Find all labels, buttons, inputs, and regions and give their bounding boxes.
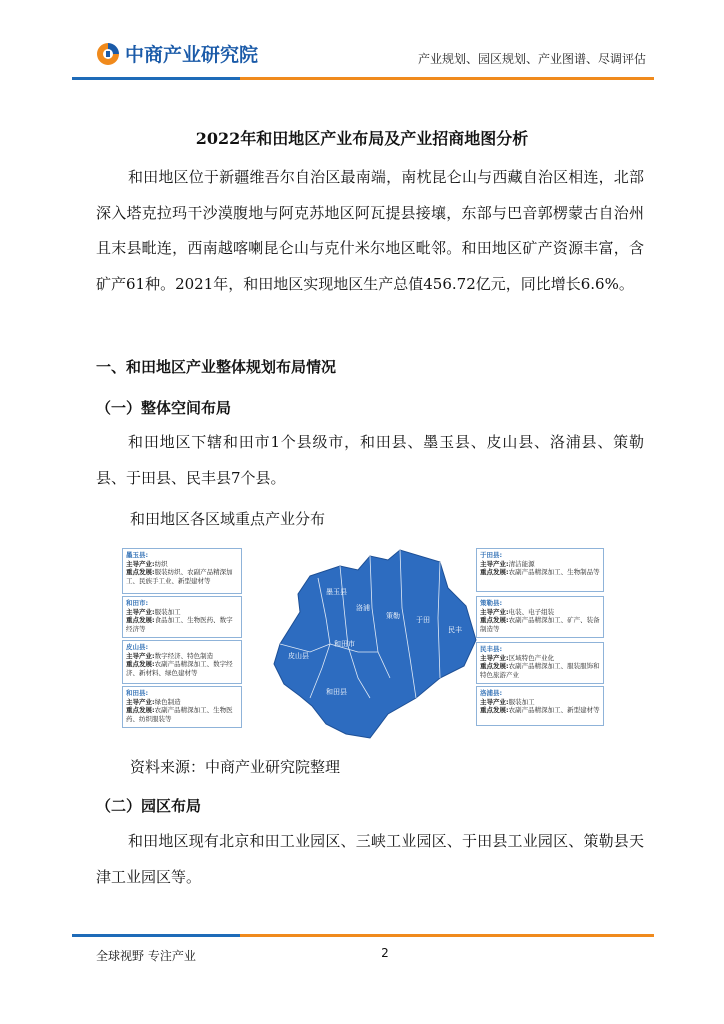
header-tagline: 产业规划、园区规划、产业图谱、尽调评估 (417, 52, 646, 66)
footer-slogan: 全球视野 专注产业 (96, 949, 196, 963)
industry-map-figure (122, 540, 642, 740)
section-heading-1: 一、和田地区产业整体规划布局情况 (96, 358, 337, 376)
panel-minfeng: 民丰县: 主导产业:区域特色产业化 重点发展:农副产品精深加工、服装服饰和特色旅游产业 (476, 642, 604, 684)
panel-yutian: 于田县: 主导产业:清洁能源 重点发展:农副产品精深加工、生物制品等 (476, 548, 604, 592)
svg-text:洛浦: 洛浦 (356, 604, 370, 612)
subsection-heading-spatial: （一）整体空间布局 (96, 399, 232, 417)
subsection-heading-parks: （二）园区布局 (96, 797, 202, 815)
logo-text: 中商产业研究院 (125, 44, 259, 66)
svg-text:民丰: 民丰 (448, 626, 462, 634)
panel-hotan-city: 和田市: 主导产业:服装加工 重点发展:食品加工、生物医药、数字经济等 (122, 596, 242, 638)
intro-paragraph: 和田地区位于新疆维吾尔自治区最南端，南枕昆仑山与西藏自治区相连，北部深入塔克拉玛干沙漠腹地与阿克苏地区阿瓦提县接壤，东部与巴音郭楞蒙古自治州且末县毗连，西南越喀喇昆仑山与克什米尔地区毗邻。和田地区矿产资源丰富，含矿产61种。2021年，和田地区实现地区生产总值456.72亿元，同比增长6.6%。 (96, 168, 644, 293)
panel-moyu: 墨玉县: 主导产业:纺织 重点发展:服装纺织、农副产品精深加工、民族手工业、新型建材等 (122, 548, 242, 594)
svg-text:于田: 于田 (416, 616, 430, 624)
svg-text:和田县: 和田县 (326, 688, 347, 696)
svg-text:墨玉县: 墨玉县 (326, 588, 347, 596)
source-note: 资料来源：中商产业研究院整理 (130, 758, 341, 776)
svg-text:和田市: 和田市 (334, 640, 355, 648)
svg-text:策勒: 策勒 (386, 612, 400, 620)
footer-divider (72, 934, 654, 937)
panel-hotan-county: 和田县: 主导产业:绿色制造 重点发展:农副产品精深加工、生物医药、纺织服装等 (122, 686, 242, 728)
parks-paragraph: 和田地区现有北京和田工业园区、三峡工业园区、于田县工业园区、策勒县天津工业园区等。 (96, 832, 644, 886)
figure-caption: 和田地区各区域重点产业分布 (130, 510, 326, 528)
panel-qira: 策勒县: 主导产业:电装、电子组装 重点发展:农副产品精深加工、矿产、装备制造等 (476, 596, 604, 638)
company-logo (95, 40, 258, 67)
panel-lop: 洛浦县: 主导产业:服装加工 重点发展:农副产品精深加工、新型建材等 (476, 686, 604, 726)
hotan-region-map (270, 548, 480, 740)
document-title: 2022年和田地区产业布局及产业招商地图分析 (195, 129, 529, 148)
logo-mark-icon (95, 41, 121, 67)
header-divider (72, 77, 654, 80)
panel-pishan: 皮山县: 主导产业:数字经济、特色制造 重点发展:农副产品精深加工、数字经济、新材料、绿色建材等 (122, 640, 242, 684)
region-outline (274, 550, 476, 738)
page-header (0, 0, 724, 84)
svg-text:皮山县: 皮山县 (288, 652, 309, 660)
page-number: 2 (381, 946, 389, 960)
spatial-paragraph: 和田地区下辖和田市1个县级市，和田县、墨玉县、皮山县、洛浦县、策勒县、于田县、民丰县7个县。 (96, 433, 644, 487)
